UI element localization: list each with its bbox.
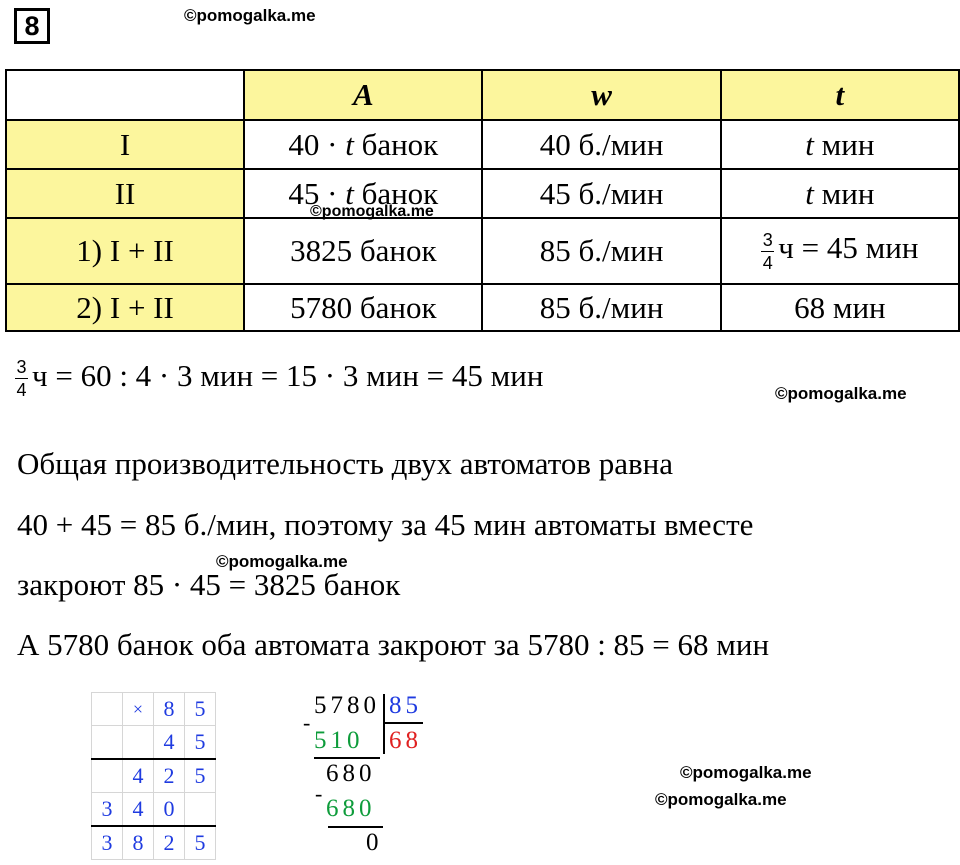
cell-t: t мин <box>721 120 959 169</box>
mul-cell <box>123 726 154 760</box>
mul-cell: 8 <box>123 826 154 860</box>
mul-row <box>92 759 216 793</box>
solution-line-4: закроют 85 · 45 = 3825 банок <box>17 567 401 602</box>
cell-a: 40 · t банок <box>244 120 482 169</box>
cell-w: 85 б./мин <box>482 284 720 331</box>
quotient: 68 <box>389 727 422 754</box>
cell-a: 45 · t банок <box>244 169 482 218</box>
minus-sign: - <box>303 710 315 735</box>
solution-line-1: $\frac{3}{4}$ ч = 60 : 4 · 3 мин = 15 · 3 мин = 45 мин <box>16 357 544 401</box>
cell-t: t мин <box>721 169 959 218</box>
partial-remainder: 680 <box>326 760 376 787</box>
row-label: I <box>6 120 244 169</box>
cell-w: 40 б./мин <box>482 120 720 169</box>
cell-t: $\frac{3}{4}$ ч = 45 мин <box>721 218 959 284</box>
column-multiplication <box>91 692 216 860</box>
watermark: ©pomogalka.me <box>216 552 348 571</box>
cell-t: 68 мин <box>721 284 959 331</box>
subtrahend-1: 510 <box>314 727 364 754</box>
work-table <box>5 69 960 332</box>
watermark: ©pomogalka.me <box>184 6 316 25</box>
cell-a: 3825 банок <box>244 218 482 284</box>
minus-sign: - <box>315 781 327 806</box>
subtrahend-2: 680 <box>326 795 376 822</box>
row-label: II <box>6 169 244 218</box>
mul-cell: 5 <box>185 726 216 760</box>
watermark: ©pomogalka.me <box>310 203 434 220</box>
times-sign: × <box>123 693 154 726</box>
fraction: $\frac{3}{4}$ <box>762 229 773 273</box>
solution-line-3: 40 + 45 = 85 б./мин, поэтому за 45 мин автоматы вместе <box>17 507 754 542</box>
division-bracket-vertical <box>383 694 385 754</box>
divisor: 85 <box>389 692 422 719</box>
mul-cell: 8 <box>154 693 185 726</box>
table-row <box>6 169 959 218</box>
cell-w: 85 б./мин <box>482 218 720 284</box>
mul-cell <box>92 759 123 793</box>
table-row <box>6 120 959 169</box>
mul-cell <box>92 726 123 760</box>
mul-cell: 4 <box>154 726 185 760</box>
solution-line-5: А 5780 банок оба автомата закроют за 5780 : 85 = 68 мин <box>17 627 770 662</box>
table-row <box>6 218 959 284</box>
watermark: ©pomogalka.me <box>775 384 907 403</box>
row-label: 1) I + II <box>6 218 244 284</box>
mul-cell: 3 <box>92 826 123 860</box>
mul-cell: 0 <box>154 793 185 827</box>
table-header-w: w <box>482 70 720 120</box>
table-header-a: A <box>244 70 482 120</box>
fraction: $\frac{3}{4}$ <box>16 357 27 401</box>
mul-cell: 4 <box>123 759 154 793</box>
mul-row <box>92 826 216 860</box>
watermark: ©pomogalka.me <box>655 790 787 809</box>
row-label: 2) I + II <box>6 284 244 331</box>
mul-cell: 5 <box>185 759 216 793</box>
mul-row <box>92 793 216 827</box>
division-line-1 <box>314 757 380 759</box>
table-header-empty <box>6 70 244 120</box>
table-row <box>6 284 959 331</box>
mul-cell: 4 <box>123 793 154 827</box>
mul-row <box>92 693 216 726</box>
final-remainder: 0 <box>366 829 383 856</box>
watermark: ©pomogalka.me <box>680 763 812 782</box>
cell-a: 5780 банок <box>244 284 482 331</box>
mul-cell <box>92 693 123 726</box>
mul-row <box>92 726 216 760</box>
problem-number: 8 <box>14 8 50 44</box>
cell-w: 45 б./мин <box>482 169 720 218</box>
mul-cell: 5 <box>185 826 216 860</box>
mul-cell: 2 <box>154 759 185 793</box>
mul-cell: 2 <box>154 826 185 860</box>
mul-cell: 3 <box>92 793 123 827</box>
mul-cell: 5 <box>185 693 216 726</box>
mul-cell <box>185 793 216 827</box>
table-header-t: t <box>721 70 959 120</box>
dividend: 5780 <box>314 692 380 719</box>
division-line-2 <box>328 826 383 828</box>
division-bracket-horizontal <box>383 722 423 724</box>
solution-line-2: Общая производительность двух автоматов равна <box>17 446 673 481</box>
